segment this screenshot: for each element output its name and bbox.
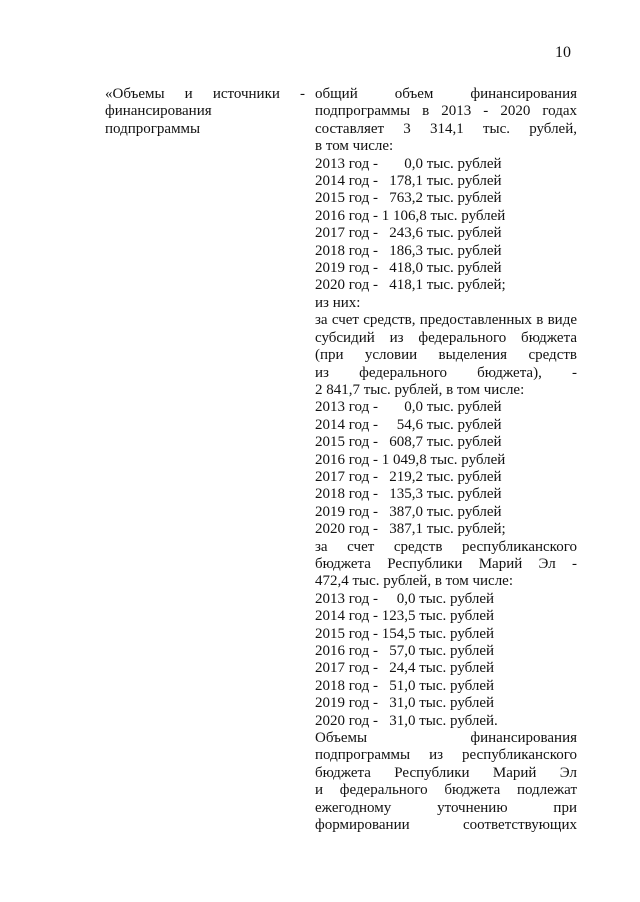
text-line: 2020 год - 418,1 тыс. рублей; bbox=[315, 277, 506, 294]
text-line: 2017 год - 219,2 тыс. рублей bbox=[315, 468, 502, 485]
text-line: 2018 год - 135,3 тыс. рублей bbox=[315, 486, 502, 503]
text-line: 2017 год - 243,6 тыс. рублей bbox=[315, 225, 502, 242]
text-line: и федерального бюджета подлежат bbox=[315, 782, 577, 799]
text-line: (при условии выделения средств bbox=[315, 347, 577, 364]
text-line: 2015 год - 608,7 тыс. рублей bbox=[315, 434, 502, 451]
text-line: бюджета Республики Марий Эл bbox=[315, 764, 577, 781]
text-line: ежегодному уточнению при bbox=[315, 799, 577, 816]
text-line: формировании соответствующих bbox=[315, 817, 577, 834]
text-line: 2014 год - 178,1 тыс. рублей bbox=[315, 173, 502, 190]
text-line: 2013 год - 0,0 тыс. рублей bbox=[315, 590, 495, 607]
text-line: бюджета Республики Марий Эл - bbox=[315, 555, 577, 572]
text-line: 2014 год - 54,6 тыс. рублей bbox=[315, 416, 502, 433]
text-line: 2015 год - 154,5 тыс. рублей bbox=[315, 625, 495, 642]
text-line: 2018 год - 186,3 тыс. рублей bbox=[315, 242, 502, 259]
text-line: 2014 год - 123,5 тыс. рублей bbox=[315, 608, 495, 625]
text-line: 2019 год - 31,0 тыс. рублей bbox=[315, 695, 495, 712]
text-line: из них: bbox=[315, 294, 361, 311]
text-line: из федерального бюджета), - bbox=[315, 364, 577, 381]
text-line: 2015 год - 763,2 тыс. рублей bbox=[315, 190, 502, 207]
text-line: за счет средств республиканского bbox=[315, 538, 577, 555]
section-label-line: финансирования bbox=[105, 103, 212, 120]
text-line: 2016 год - 1 049,8 тыс. рублей bbox=[315, 451, 506, 468]
text-line: общий объем финансирования bbox=[315, 86, 577, 102]
text-line: 2016 год - 57,0 тыс. рублей bbox=[315, 643, 495, 659]
text-line: 2013 год - 0,0 тыс. рублей bbox=[315, 399, 502, 416]
text-line: Объемы финансирования bbox=[315, 730, 577, 747]
text-line: подпрограммы в 2013 - 2020 годах bbox=[315, 103, 577, 120]
financing-description bbox=[315, 86, 577, 834]
text-line: 2016 год - 1 106,8 тыс. рублей bbox=[315, 207, 506, 224]
text-line: 2020 год - 31,0 тыс. рублей. bbox=[315, 712, 498, 729]
text-line: в том числе: bbox=[315, 138, 394, 155]
text-line: 2018 год - 51,0 тыс. рублей bbox=[315, 677, 495, 694]
page-number: 10 bbox=[555, 44, 571, 61]
text-line: составляет 3 314,1 тыс. рублей, bbox=[315, 120, 577, 137]
text-line: 472,4 тыс. рублей, в том числе: bbox=[315, 573, 514, 590]
text-line: 2013 год - 0,0 тыс. рублей bbox=[315, 155, 502, 172]
text-line: подпрограммы из республиканского bbox=[315, 747, 577, 764]
text-line: 2020 год - 387,1 тыс. рублей; bbox=[315, 521, 506, 538]
text-line: за счет средств, предоставленных в виде bbox=[315, 312, 577, 329]
section-label bbox=[105, 86, 305, 138]
text-line: 2017 год - 24,4 тыс. рублей bbox=[315, 660, 495, 677]
text-line: 2019 год - 418,0 тыс. рублей bbox=[315, 260, 502, 277]
text-line: 2019 год - 387,0 тыс. рублей bbox=[315, 503, 502, 520]
section-label-line: подпрограммы bbox=[105, 120, 201, 137]
text-line: 2 841,7 тыс. рублей, в том числе: bbox=[315, 381, 525, 398]
text-line: субсидий из федерального бюджета bbox=[315, 329, 577, 346]
section-label-line: «Объемы и источники - bbox=[105, 86, 305, 102]
